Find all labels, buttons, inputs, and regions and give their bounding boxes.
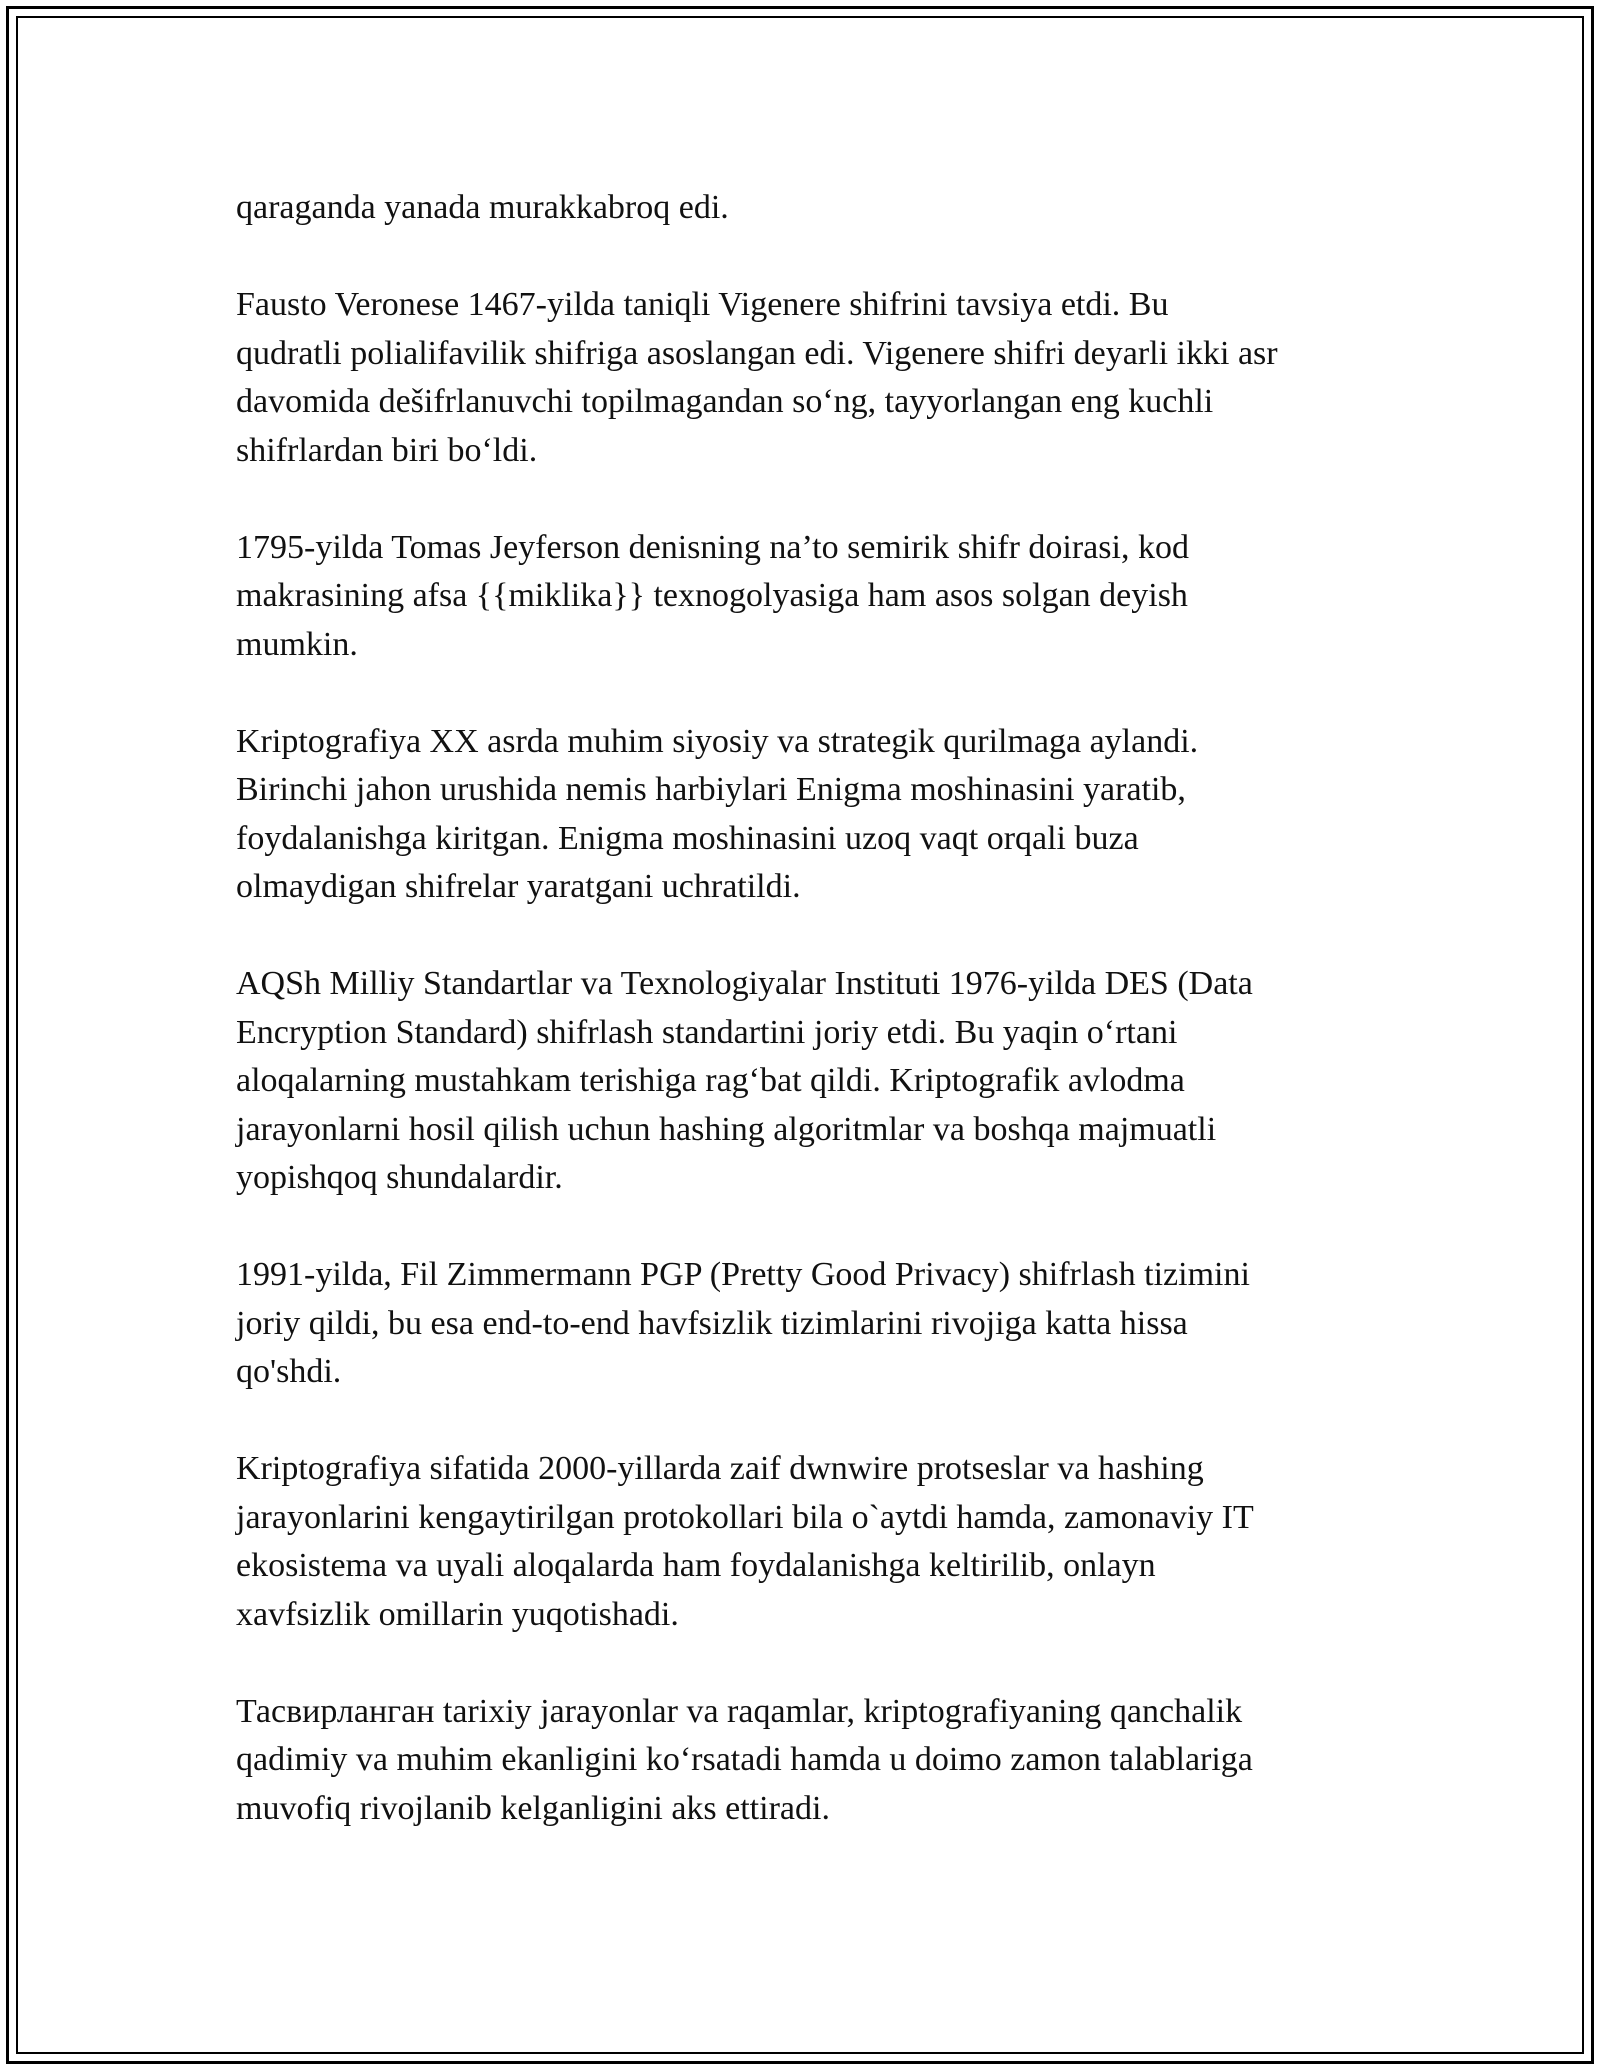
document-body xyxy=(236,184,1396,1882)
paragraph-enigma: Kriptografiya XX asrda muhim siyosiy va strategik qurilmaga aylandi. Birinchi jahon urushida nemis harbiylari Enigma moshinasini yaratib, foydalanishga kiritgan. Enigma moshinasini uzoq vaqt orqali buza olmaydigan shifrelar yaratgani uchratildi. xyxy=(236,722,1199,905)
paragraph-conclusion: Тасвирланган tarixiy jarayonlar va raqamlar, kriptografiyaning qanchalik qadimiy va muhim ekanligini ko‘rsatadi hamda u doimo zamon talablariga muvofiq rivojlanib kelganligini aks ettiradi. xyxy=(236,1692,1253,1827)
paragraph-jefferson: 1795-yilda Tomas Jeyferson denisning na’to semirik shifr doirasi, kod makrasining afsa {{miklika}} texnogolyasiga ham asos solgan deyish mumkin. xyxy=(236,528,1189,663)
paragraph-2000s: Kriptografiya sifatida 2000-yillarda zaif dwnwire protseslar va hashing jarayonlarini kengaytirilgan protokollari bila o`aytdi hamda, zamonaviy IT ekosistema va uyali aloqalarda ham foydalanishga keltirilib, onlayn xavfsizlik omillarin yuqotishadi. xyxy=(236,1450,1254,1633)
paragraph-vigenere: Fausto Veronese 1467-yilda taniqli Vigenere shifrini tavsiya etdi. Bu qudratli polialifavilik shifriga asoslangan edi. Vigenere shifri deyarli ikki asr davomida dešifrlanuvchi topilmagandan so‘ng, tayyorlangan eng kuchli shifrlardan biri bo‘ldi. xyxy=(236,286,1278,469)
paragraph-continuation: qaraganda yanada murakkabroq edi. xyxy=(236,189,729,226)
paragraph-pgp: 1991-yilda, Fil Zimmermann PGP (Pretty Good Privacy) shifrlash tizimini joriy qildi, bu esa end-to-end havfsizlik tizimlarini rivojiga katta hissa qo'shdi. xyxy=(236,1256,1250,1390)
paragraph-des: AQSh Milliy Standartlar va Texnologiyalar Instituti 1976-yilda DES (Data Encryption Standard) shifrlash standartini joriy etdi. Bu yaqin o‘rtani aloqalarning mustahkam terishiga rag‘bat qildi. Kriptografik avlodma jarayonlarni hosil qilish uchun hashing algoritmlar va boshqa majmuatli yopishqoq shundalardir. xyxy=(236,965,1253,1196)
